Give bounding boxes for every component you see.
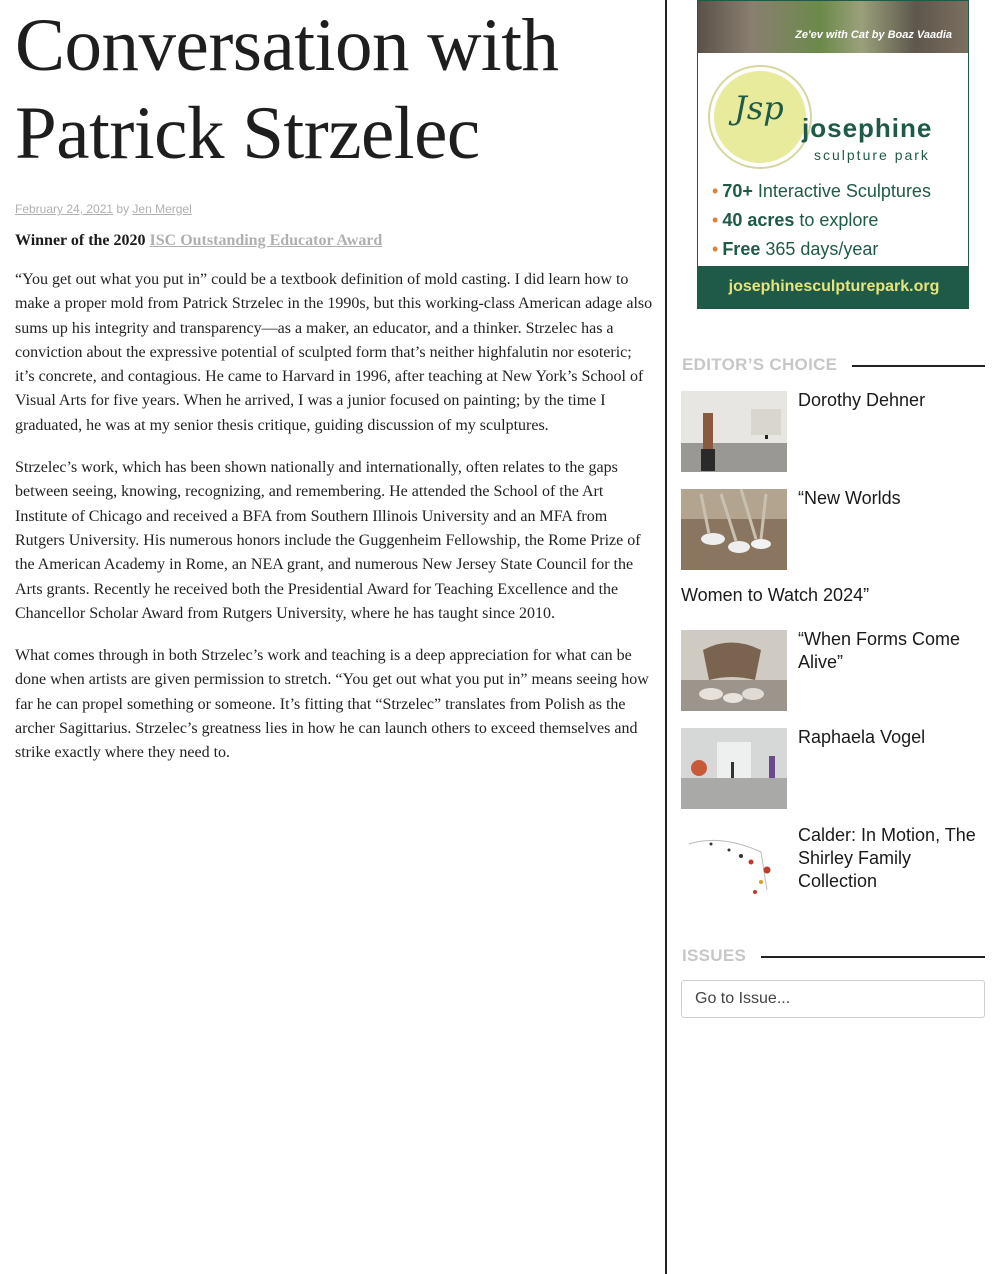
article-title-line1: Conversation with bbox=[15, 4, 559, 87]
pick-title[interactable]: “When Forms Come Alive” bbox=[798, 629, 961, 672]
ad-bullet-text: 365 days/year bbox=[760, 239, 879, 259]
editors-choice-label: EDITOR’S CHOICE bbox=[682, 355, 838, 374]
column-divider bbox=[665, 0, 667, 1274]
issues-label: ISSUES bbox=[682, 946, 747, 965]
section-rule bbox=[761, 956, 985, 958]
article-paragraph-3: What comes through in both Strzelec’s work and teaching is a deep appreciation for what can be done when artists are given permission to stretch. “You get out what you put in” means seeing how far he can propel something or someone. It’s fitting that “Strzelec” translates from Polish as the archer Sagittarius. Strzelec’s greatness lies in how he can launch others to exceed themselves and strike exactly where they need to. bbox=[15, 647, 649, 762]
bullet-dot-icon: • bbox=[712, 210, 719, 230]
pick-title-continuation[interactable]: Women to Watch 2024” bbox=[681, 585, 870, 605]
ad-url: josephinesculpturepark.org bbox=[698, 266, 969, 308]
article-paragraph-2: Strzelec’s work, which has been shown nationally and internationally, often relates to the gaps between seeing, knowing, recognizing, and remembering. He attended the School of the Art Institute of Chicago and received a BFA from Southern Illinois University and an MFA from Rutgers University. His numerous honors include the Guggenheim Fellowship, the Rome Prize of the American Academy in Rome, an NEA grant, and numerous New Jersey State Council for the Arts grants. Recently he received both the Presidential Award for Teaching Excellence and the Chancellor Scholar Award from Rutgers University, where he has taught since 2010. bbox=[15, 459, 641, 622]
ad-bullet bbox=[712, 206, 931, 235]
ad-bullet-bold: 70+ bbox=[722, 181, 753, 201]
pick-title[interactable]: Dorothy Dehner bbox=[798, 390, 926, 410]
award-line bbox=[15, 232, 655, 250]
ad-bullet bbox=[712, 177, 931, 206]
article-title bbox=[15, 2, 655, 178]
ad-logo-mark: Jsp bbox=[734, 89, 784, 127]
thumbnail-image[interactable] bbox=[681, 489, 787, 570]
thumbnail-image[interactable] bbox=[681, 630, 787, 711]
pick-title[interactable]: “New Worlds bbox=[798, 488, 901, 508]
bullet-dot-icon: • bbox=[712, 239, 719, 259]
ad-brand-sub: sculpture park bbox=[814, 147, 930, 163]
thumbnail-image[interactable] bbox=[681, 391, 787, 472]
pick-title[interactable]: Raphaela Vogel bbox=[798, 727, 926, 747]
article-date-link[interactable]: February 24, 2021 bbox=[15, 202, 114, 216]
author-link[interactable]: Jen Mergel bbox=[132, 202, 192, 216]
ad-bullet bbox=[712, 235, 931, 264]
thumbnail-image[interactable] bbox=[681, 728, 787, 809]
ad-bullet-bold: Free bbox=[722, 239, 761, 259]
pick-title[interactable]: Calder: In Motion, The Shirley Family Collection bbox=[798, 825, 976, 891]
ad-bullet-bold: 40 acres bbox=[722, 210, 795, 230]
award-prefix: Winner of the 2020 bbox=[15, 232, 150, 249]
ad-bullet-text: Interactive Sculptures bbox=[752, 181, 931, 201]
ad-bullet-text: to explore bbox=[794, 210, 879, 230]
issues-header bbox=[681, 946, 985, 966]
byline-sep: by bbox=[113, 202, 133, 216]
thumbnail-image[interactable] bbox=[681, 826, 787, 907]
ad-photo bbox=[698, 1, 969, 53]
article-meta bbox=[15, 202, 655, 216]
article-paragraph-1: “You get out what you put in” could be a textbook definition of mold casting. I did learn how to make a proper mold from Patrick Strzelec in the 1990s, but this working-class American adage also sums up his integrity and transparency—as a maker, an educator, and a thinker. Strzelec has a conviction about the expressive potential of sculpted form that’s neither highfalutin nor esoteric; it’s concrete, and contagious. He came to Harvard in 1996, after teaching at New York’s School of Visual Arts for five years. When he arrived, I was a junior focused on painting; by the time I graduated, he was at my senior thesis critique, guiding discussion of my sculptures. bbox=[15, 271, 653, 434]
article bbox=[15, 0, 655, 766]
section-rule bbox=[852, 365, 985, 367]
ad-brand-name: josephine bbox=[802, 113, 933, 143]
issue-select[interactable]: Go to Issue... bbox=[681, 980, 985, 1018]
bullet-dot-icon: • bbox=[712, 181, 719, 201]
award-link[interactable]: ISC Outstanding Educator Award bbox=[149, 232, 383, 249]
ad-bullet-list bbox=[712, 177, 931, 264]
article-title-line2: Patrick Strzelec bbox=[15, 92, 480, 175]
josephine-ad-banner[interactable] bbox=[697, 0, 969, 309]
editors-choice-header bbox=[681, 355, 985, 375]
ad-caption: Ze'ev with Cat by Boaz Vaadia bbox=[795, 29, 952, 41]
